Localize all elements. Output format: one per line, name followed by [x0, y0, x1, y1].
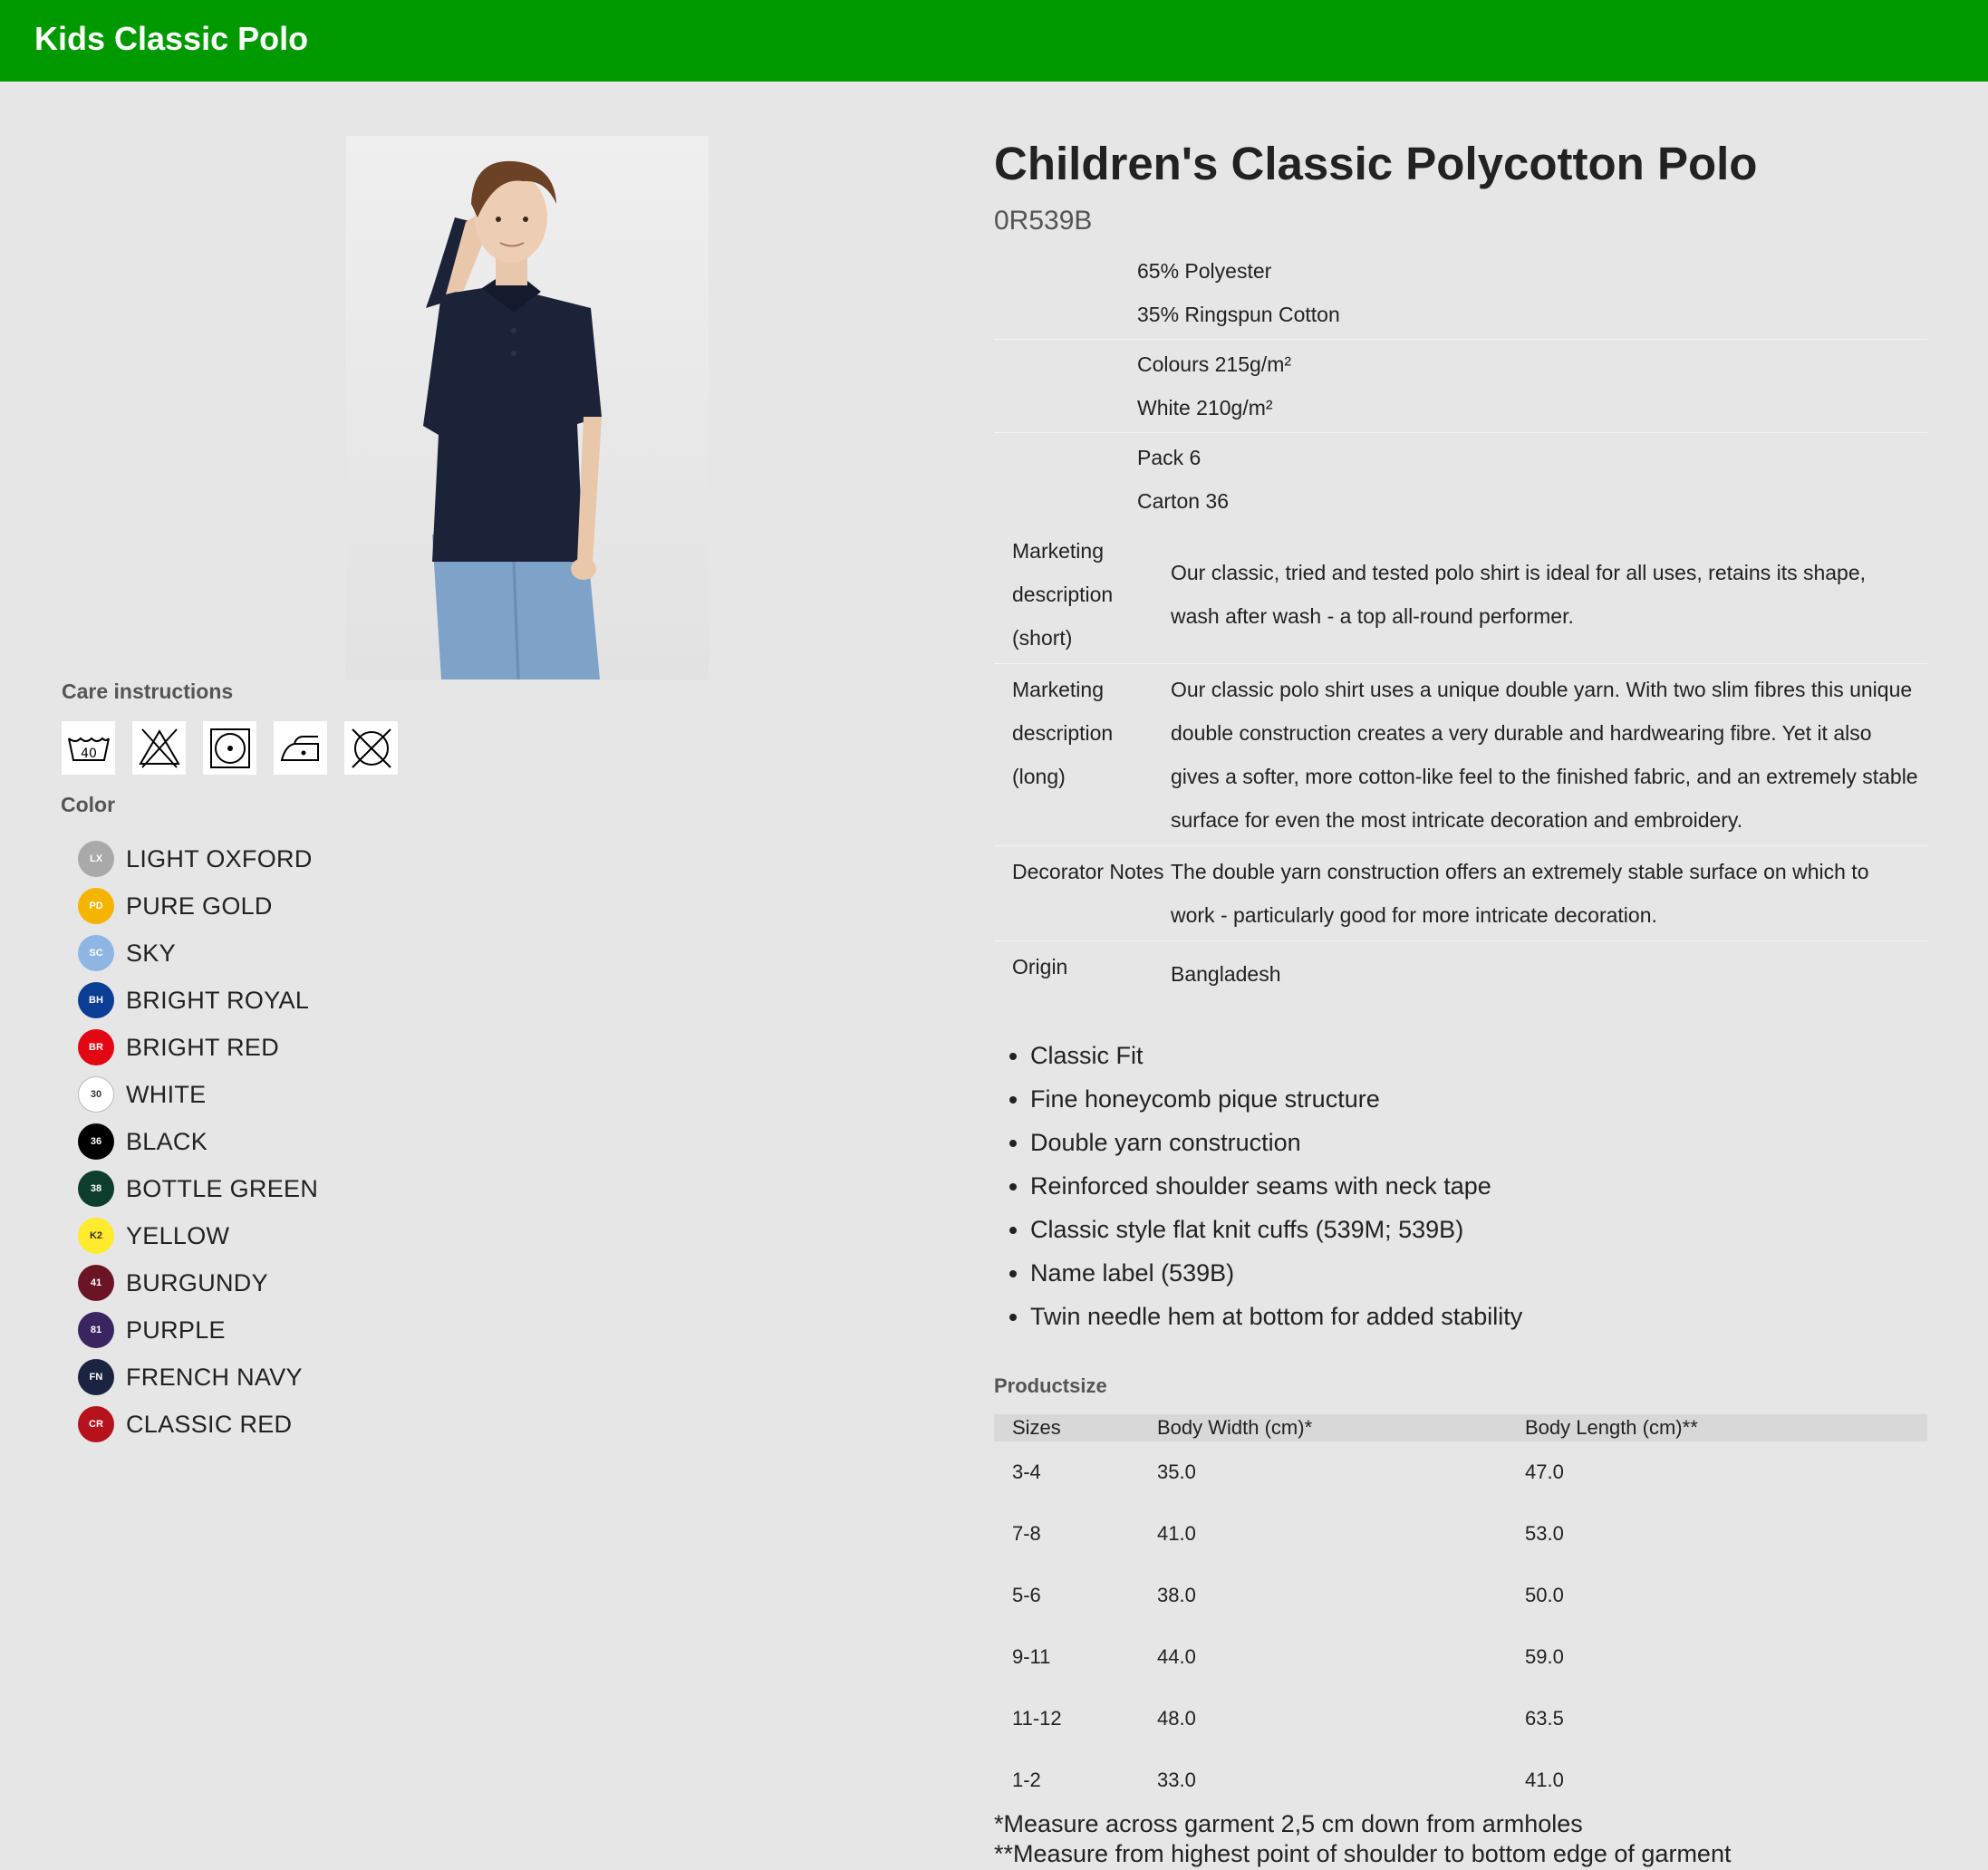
table-cell: 41.0 [1525, 1769, 1564, 1791]
size-table-header [994, 1414, 1927, 1441]
size-footnotes [994, 1809, 1927, 1869]
table-cell: 38.0 [1157, 1584, 1196, 1606]
color-swatch: BH [78, 982, 114, 1018]
color-swatch: K2 [78, 1218, 114, 1254]
color-name: BLACK [126, 1127, 208, 1155]
color-swatch: 36 [78, 1123, 114, 1160]
marketing-long-row [994, 664, 1927, 846]
marketing-short-row [994, 525, 1927, 664]
color-name: BOTTLE GREEN [126, 1174, 319, 1202]
color-name: BRIGHT RED [126, 1033, 280, 1061]
column-header: Body Width (cm)* [1157, 1414, 1525, 1441]
spec-key: Marketing description (short) [1012, 539, 1114, 650]
table-cell: 35.0 [1157, 1460, 1196, 1483]
color-name: FRENCH NAVY [126, 1363, 303, 1391]
color-option[interactable] [78, 1401, 318, 1448]
spec-value: Our classic polo shirt uses a unique double yarn. With two slim fibres this unique double construction creates a very durable and hardwearing fibre. Yet it also gives a softer, more cotton-like feel to the finished fabric, and an extremely stable surface for even the most intricate decoration and embroidery. [1171, 678, 1918, 832]
origin-row [994, 941, 1927, 999]
color-swatch: 81 [78, 1312, 114, 1348]
color-swatch: BR [78, 1029, 114, 1065]
table-cell: 44.0 [1157, 1645, 1196, 1668]
color-option[interactable] [78, 1212, 318, 1259]
color-swatch: 38 [78, 1171, 114, 1207]
table-row [994, 1626, 1927, 1688]
weight-group [994, 340, 1927, 433]
spec-value: Our classic, tried and tested polo shirt is ideal for all uses, retains its shape, wash after wash - a top all-round performer. [1171, 561, 1867, 628]
decorator-notes-row [994, 846, 1927, 941]
color-option[interactable] [78, 977, 318, 1024]
spec-key: Decorator Notes [1012, 860, 1164, 883]
table-row [994, 1441, 1927, 1503]
feature-item: • Name label (539B) [1030, 1251, 1927, 1295]
feature-item: • Classic Fit [1030, 1034, 1927, 1077]
color-swatch: FN [78, 1359, 114, 1395]
color-label: Color [61, 793, 116, 816]
table-cell: 47.0 [1525, 1460, 1564, 1483]
feature-list [994, 1034, 1927, 1338]
color-swatch: CR [78, 1406, 114, 1442]
color-option[interactable] [78, 1259, 318, 1306]
feature-item: • Reinforced shoulder seams with neck tape [1030, 1164, 1927, 1208]
feature-item: • Twin needle hem at bottom for added stability [1030, 1295, 1927, 1338]
color-name: SKY [126, 939, 176, 967]
product-photo-illustration [346, 136, 709, 680]
color-name: LIGHT OXFORD [126, 844, 313, 872]
color-option[interactable] [78, 930, 318, 977]
spec-line: 35% Ringspun Cotton [1137, 303, 1340, 326]
footnote: *Measure across garment 2,5 cm down from armholes [994, 1810, 1583, 1837]
color-option[interactable] [78, 1118, 318, 1165]
wash-40-icon [62, 721, 115, 775]
color-option[interactable] [78, 1354, 318, 1401]
color-swatch: SC [78, 935, 114, 971]
feature-item: • Fine honeycomb pique structure [1030, 1077, 1927, 1121]
spec-line: Carton 36 [1137, 489, 1230, 513]
feature-item: • Classic style flat knit cuffs (539M; 539B) [1030, 1208, 1927, 1251]
table-cell: 50.0 [1525, 1584, 1564, 1606]
product-image [346, 136, 709, 680]
spec-line: Colours 215g/m² [1137, 352, 1292, 376]
table-cell: 41.0 [1157, 1522, 1196, 1545]
page-header-title: Kids Classic Polo [34, 20, 309, 57]
product-title: Children's Classic Polycotton Polo [994, 138, 1758, 189]
size-table [994, 1414, 1927, 1811]
color-option[interactable] [78, 1071, 318, 1118]
spec-line: 65% Polyester [1137, 259, 1272, 283]
color-swatch: 30 [78, 1076, 114, 1113]
productsize-label: Productsize [994, 1374, 1107, 1397]
spec-line: White 210g/m² [1137, 396, 1273, 419]
color-option[interactable] [78, 1165, 318, 1212]
table-cell: 5-6 [1012, 1584, 1041, 1606]
color-name: CLASSIC RED [126, 1410, 293, 1438]
tumble-dry-icon [203, 721, 256, 775]
care-instructions-label: Care instructions [62, 680, 234, 703]
table-cell: 48.0 [1157, 1707, 1196, 1730]
packaging-group [994, 433, 1927, 525]
table-cell: 59.0 [1525, 1645, 1564, 1668]
footnote: **Measure from highest point of shoulder to bottom edge of garment [994, 1840, 1732, 1867]
color-swatch: 41 [78, 1265, 114, 1301]
spec-key: Origin [1012, 955, 1068, 978]
color-name: WHITE [126, 1080, 207, 1108]
care-icons [62, 721, 398, 775]
table-row [994, 1503, 1927, 1565]
spec-value: The double yarn construction offers an extremely stable surface on which to work - particularly good for more intricate decoration. [1171, 860, 1869, 927]
color-option[interactable] [78, 835, 318, 882]
column-header: Body Length (cm)** [1525, 1414, 1927, 1441]
spec-key: Marketing description (long) [1012, 678, 1114, 788]
color-name: PURE GOLD [126, 892, 273, 920]
color-swatch: LX [78, 841, 114, 877]
table-cell: 9-11 [1012, 1645, 1051, 1668]
feature-item: • Double yarn construction [1030, 1121, 1927, 1164]
table-cell: 33.0 [1157, 1769, 1196, 1791]
color-name: BRIGHT ROYAL [126, 986, 310, 1014]
color-swatch: PD [78, 888, 114, 924]
table-cell: 11-12 [1012, 1707, 1062, 1730]
color-name: PURPLE [126, 1316, 226, 1344]
no-bleach-icon [132, 721, 186, 775]
color-name: BURGUNDY [126, 1268, 268, 1296]
spec-value: Bangladesh [1171, 962, 1281, 986]
spec-line: Pack 6 [1137, 446, 1201, 469]
color-option[interactable] [78, 882, 318, 930]
column-header: Sizes [994, 1414, 1157, 1441]
svg-text:40: 40 [80, 746, 97, 761]
color-option[interactable] [78, 1024, 318, 1071]
table-row [994, 1565, 1927, 1626]
table-row [994, 1688, 1927, 1750]
product-code: 0R539B [994, 206, 1093, 236]
iron-low-icon [274, 721, 327, 775]
composition-group [994, 246, 1927, 340]
table-cell: 1-2 [1012, 1769, 1041, 1791]
color-name: YELLOW [126, 1221, 230, 1249]
table-cell: 63.5 [1525, 1707, 1564, 1730]
specs-table [994, 246, 1927, 999]
product-details [994, 136, 1927, 1869]
table-cell: 53.0 [1525, 1522, 1564, 1545]
header-bar [0, 0, 1988, 82]
color-list [78, 835, 318, 1448]
table-row [994, 1750, 1927, 1811]
table-cell: 3-4 [1012, 1460, 1041, 1483]
no-dry-clean-icon [344, 721, 398, 775]
table-cell: 7-8 [1012, 1522, 1041, 1545]
color-option[interactable] [78, 1306, 318, 1354]
